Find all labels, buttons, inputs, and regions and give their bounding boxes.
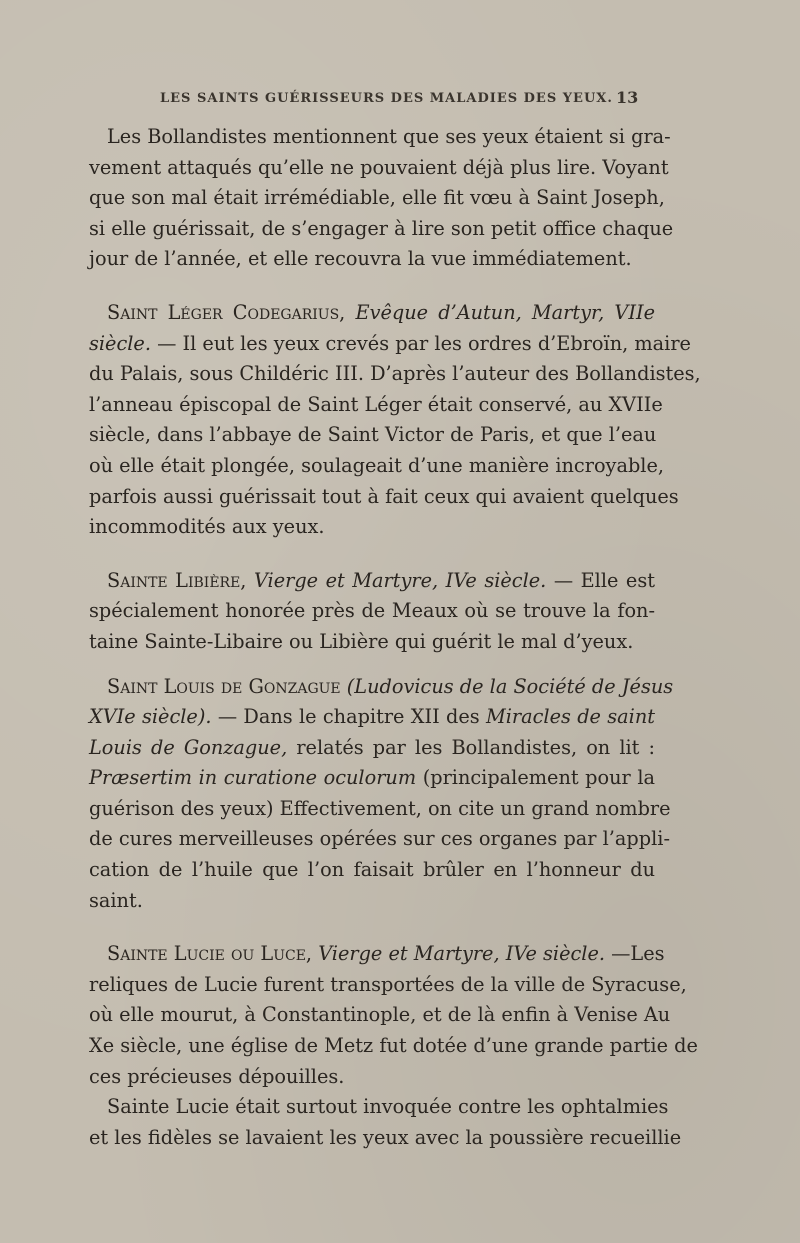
text-fragment: —Les [611, 942, 665, 966]
text-fragment: (principalement pour la [422, 766, 655, 790]
saint-name: Saint Léger Codegarius, [107, 300, 356, 324]
entry-sainte-lucie [89, 939, 698, 1092]
saint-title-cont: siècle. [89, 331, 158, 355]
book-title: Miracles de saint [486, 705, 656, 729]
text-line: taine Sainte-Libaire ou Libière qui guérit le mal d’yeux. [89, 629, 634, 653]
text-line: où elle mourut, à Constantinople, et de là enfin à Venise Au [89, 1003, 671, 1027]
entry-saint-louis-de-gonzague [89, 672, 674, 917]
text-line: de cures merveilleuses opérées sur ces organes par l’appli- [89, 827, 670, 851]
text-line: Les Bollandistes mentionnent que ses yeux étaient si gra- [107, 125, 671, 148]
text-line: l’anneau épiscopal de Saint Léger était conservé, au XVIIe [89, 392, 663, 416]
running-header: LES SAINTS GUÉRISSEURS DES MALADIES DES YEUX. [160, 91, 613, 106]
text-line: jour de l’année, et elle recouvra la vue immédiatement. [89, 247, 632, 271]
entry-saint-leger [89, 298, 701, 543]
saint-name: Sainte Libière, [107, 568, 254, 592]
page-number: 13 [616, 88, 639, 107]
paragraph-bollandistes [89, 122, 674, 275]
paragraph-lucie-invocation [89, 1092, 682, 1153]
text-line: guérison des yeux) Effectivement, on cite un grand nombre [89, 796, 671, 820]
text-line: ces précieuses dépouilles. [89, 1064, 345, 1088]
text-line: si elle guérissait, de s’engager à lire son petit office chaque [89, 216, 674, 240]
text-fragment: — Dans le chapitre XII des [217, 705, 487, 729]
entry-sainte-libiere [89, 566, 655, 658]
text-line: saint. [89, 888, 143, 912]
saint-title: (Ludovicus de la Société de Jésus [346, 674, 674, 698]
text-line: et les fidèles se lavaient les yeux avec la poussière recueillie [89, 1125, 682, 1149]
text-line: parfois aussi guérissait tout à fait ceux qui avaient quelques [89, 484, 679, 508]
text-line: reliques de Lucie furent transportées de la ville de Syracuse, [89, 972, 687, 996]
text-fragment: — Elle est [553, 568, 655, 592]
text-line: cation de l’huile que l’on faisait brûler en l’honneur du [89, 858, 655, 882]
saint-name: Sainte Lucie ou Luce, [107, 942, 319, 966]
text-line: où elle était plongée, soulageait d’une manière incroyable, [89, 453, 664, 477]
text-line: vement attaqués qu’elle ne pouvaient déjà plus lire. Voyant [89, 155, 669, 179]
text-line: du Palais, sous Childéric III. D’après l’auteur des Bollandistes, [89, 362, 701, 386]
text-line: Xe siècle, une église de Metz fut dotée d’une grande partie de [89, 1034, 698, 1058]
text-line: que son mal était irrémédiable, elle fit vœu à Saint Joseph, [89, 186, 665, 210]
saint-title-cont: XVIe siècle). [89, 705, 218, 729]
page-body [89, 122, 701, 1153]
text-line: Sainte Lucie était surtout invoquée contre les ophtalmies [107, 1095, 669, 1119]
text-fragment: — Il eut les yeux crevés par les ordres d’Ebroïn, maire [157, 331, 691, 355]
saint-title: Evêque d’Autun, Martyr, VIIe [355, 300, 655, 324]
book-title-cont: Louis de Gonzague, [89, 735, 297, 759]
text-line: spécialement honorée près de Meaux où se trouve la fon- [89, 599, 655, 623]
text-line: incommodités aux yeux. [89, 515, 325, 539]
saint-name: Saint Louis de Gonzague [107, 674, 347, 698]
text-line: siècle, dans l’abbaye de Saint Victor de Paris, et que l’eau [89, 423, 657, 447]
text-fragment: relatés par les Bollandistes, on lit : [296, 735, 655, 759]
saint-title: Vierge et Martyre, IVe siècle. [318, 942, 612, 966]
saint-title: Vierge et Martyre, IVe siècle. [253, 568, 554, 592]
latin-quote: Præsertim in curatione oculorum [89, 766, 423, 790]
